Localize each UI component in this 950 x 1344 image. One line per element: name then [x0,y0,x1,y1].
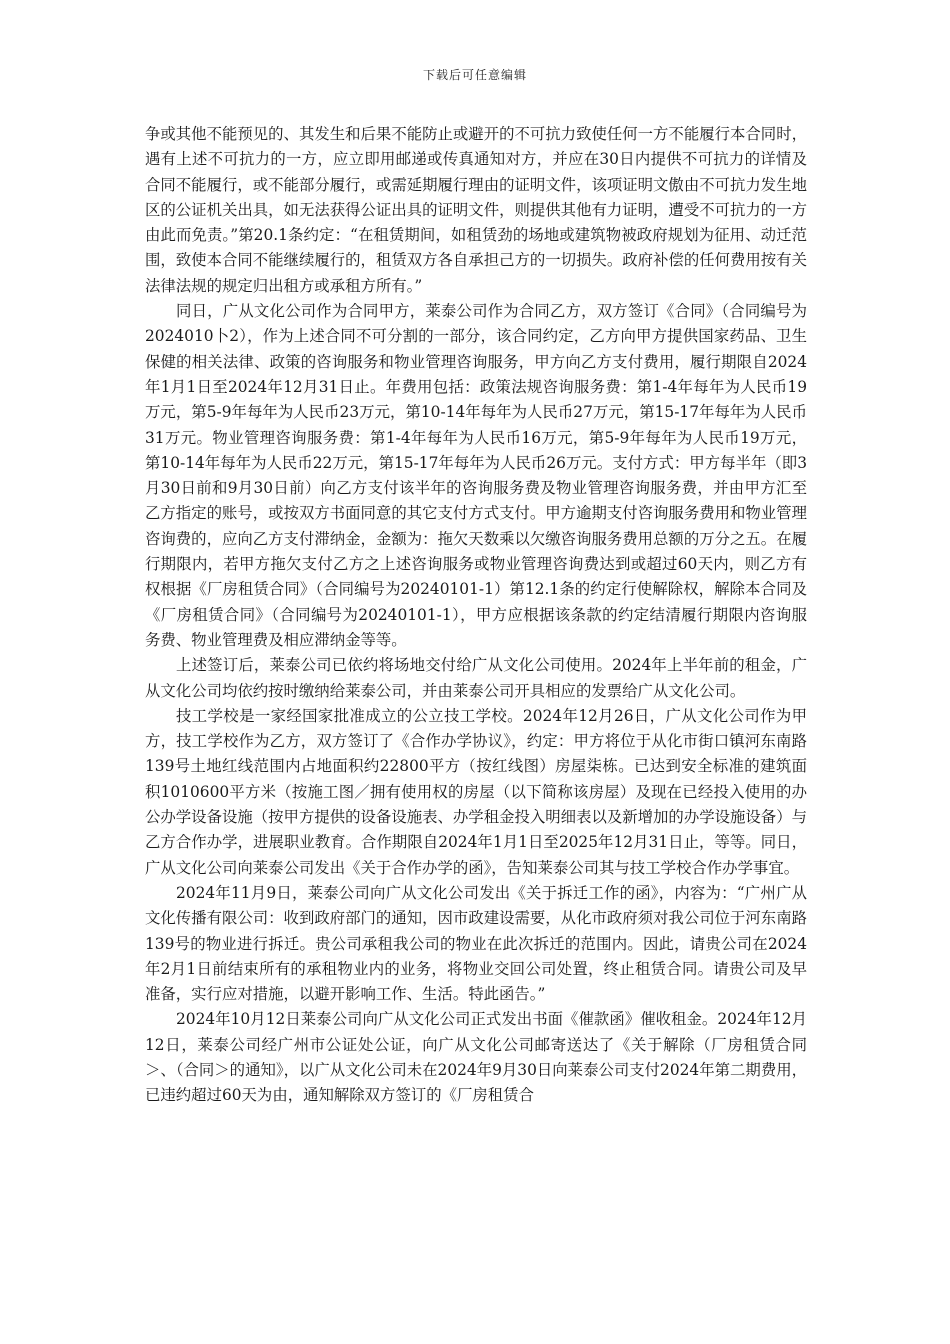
paragraph-cooperative-school-agreement: 技工学校是一家经国家批准成立的公立技工学校。2024年12月26日，广从文化公司作为甲方，技工学校作为乙方，双方签订了《合作办学协议》，约定：甲方将位于从化市街口镇河东南路139号土地红线范围内占地面积约22800平方（按红线图）房屋柒栋。已达到安全标准的建筑面积1010600平方米（按施工图／拥有使用权的房屋（以下简称该房屋）及现在已经投入使用的办公办学设备设施（按甲方提供的设备设施表、办学租金投入明细表以及新增加的办学设施设备）与乙方合作办学，进展职业教育。合作期限自2024年1月1日至2025年12月31日止，等等。同日，广从文化公司向莱泰公司发出《关于合作办学的函》，告知莱泰公司其与技工学校合作办学事宜。 [145,706,807,877]
document-body [145,122,807,1109]
paragraph-payment-demand-notice: 2024年10月12日莱泰公司向广从文化公司正式发出书面《催款函》催收租金。2024年12月12日，莱泰公司经广州市公证处公证，向广从文化公司邮寄送达了《关于解除（厂房租赁合同＞、（合同＞的通知》，以广从文化公司未在2024年9月30日向莱泰公司支付2024年第二期费用，已违约超过60天为由，通知解除双方签订的《厂房租赁合 [145,1010,807,1105]
page-header: 下载后可任意编辑 [422,68,527,82]
paragraph-consulting-contract: 同日，广从文化公司作为合同甲方，莱泰公司作为合同乙方，双方签订《合同》（合同编号为2024010卜2），作为上述合同不可分割的一部分，该合同约定，乙方向甲方提供国家药品、卫生保健的相关法律、政策的咨询服务和物业管理咨询服务，甲方向乙方支付费用，履行期限自2024年1月1日至2024年12月31日止。年费用包括：政策法规咨询服务费：第1-4年每年为人民币19万元，第5-9年每年为人民币23万元，第10-14年每年为人民币27万元，第15-17年每年为人民币31万元。物业管理咨询服务费：第1-4年每年为人民币16万元，第5-9年每年为人民币19万元，第10-14年每年为人民币22万元，第15-17年每年为人民币26万元。支付方式：甲方每半年（即3月30日前和9月30日前）向乙方支付该半年的咨询服务费及物业管理咨询服务费，并由甲方汇至乙方指定的账号，或按双方书面同意的其它支付方式支付。甲方逾期支付咨询服务费用和物业管理咨询费的，应向乙方支付滞纳金，金额为：拖欠天数乘以欠缴咨询服务费用总额的万分之五。在履行期限内，若甲方拖欠支付乙方之上述咨询服务或物业管理咨询费达到或超过60天内，则乙方有权根据《厂房租赁合同》（合同编号为20240101-1）第12.1条的约定行使解除权，解除本合同及《厂房租赁合同》（合同编号为20240101-1），甲方应根据该条款的约定结清履行期限内咨询服务费、物业管理费及相应滞纳金等等。 [145,302,807,649]
paragraph-force-majeure-clause: 争或其他不能预见的、其发生和后果不能防止或避开的不可抗力致使任何一方不能履行本合同时，遇有上述不可抗力的一方，应立即用邮递或传真通知对方，并应在30日内提供不可抗力的详情及合同不能履行，或不能部分履行，或需延期履行理由的证明文件，该项证明文傲由不可抗力发生地区的公证机关出具，如无法获得公证出具的证明文件，则提供其他有力证明，遭受不可抗力的一方由此而免责。”第20.1条约定：“在租赁期间，如租赁劲的场地或建筑物被政府规划为征用、动迁范围，致使本合同不能继续履行的，租赁双方各自承担己方的一切损失。政府补偿的任何费用按有关法律法规的规定归出租方或承租方所有。” [145,125,807,295]
paragraph-demolition-letter: 2024年11月9日，莱泰公司向广从文化公司发出《关于拆迁工作的函》，内容为：“广州广从文化传播有限公司：收到政府部门的通知，因市政建设需要，从化市政府须对我公司位于河东南路139号的物业进行拆迁。贵公司承租我公司的物业在此次拆迁的范围内。因此，请贵公司在2024年2月1日前结束所有的承租物业内的业务，将物业交回公司处置，终止租赁合同。请贵公司及早准备，实行应对措施，以避开影响工作、生活。特此函告。” [145,883,807,1004]
paragraph-site-delivery: 上述签订后，莱泰公司已依约将场地交付给广从文化公司使用。2024年上半年前的租金，广从文化公司均依约按时缴纳给莱泰公司，并由莱泰公司开具相应的发票给广从文化公司。 [145,656,807,700]
